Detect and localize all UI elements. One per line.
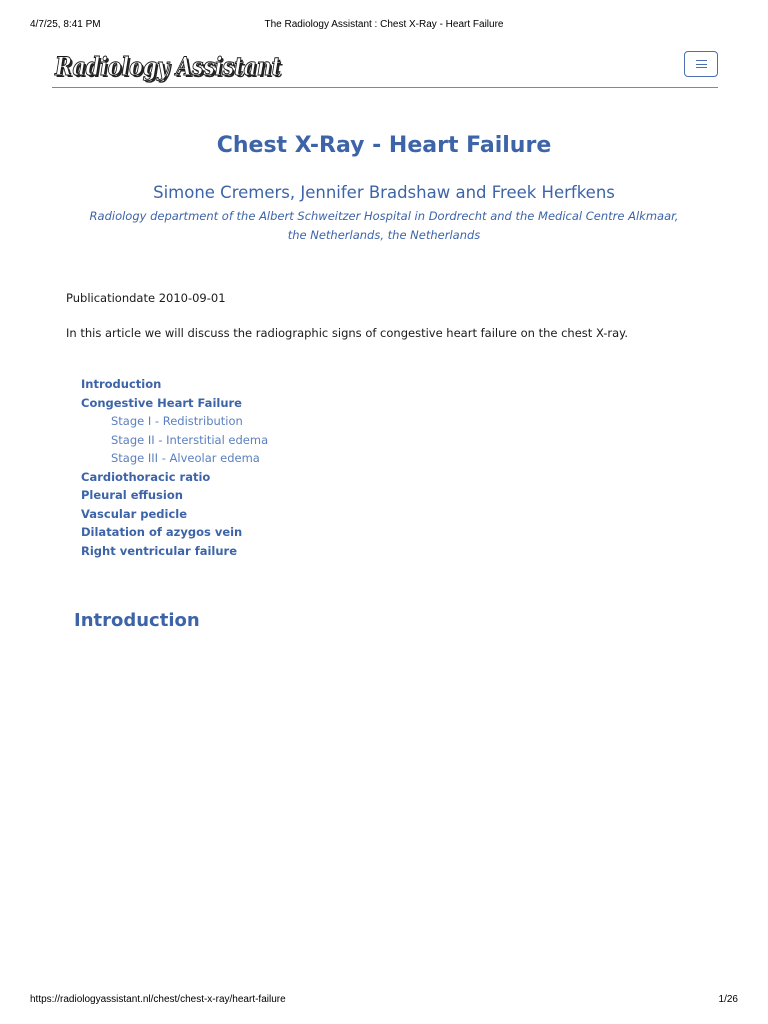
- print-footer: [0, 994, 768, 1008]
- toc-subitem-stage-3: [81, 449, 268, 468]
- toc-item-cardiothoracic-ratio: [81, 468, 268, 487]
- article-affiliation: Radiology department of the Albert Schweitzer Hospital in Dordrecht and the Medical Centre Alkmaar, the Netherlands, the Netherlands: [89, 209, 679, 242]
- toc-subitem-stage-2: [81, 431, 268, 450]
- site-header: [52, 46, 718, 88]
- print-page-title: The Radiology Assistant : Chest X-Ray - Heart Failure: [264, 19, 504, 30]
- toc-subitem-stage-1: [81, 412, 268, 431]
- hamburger-menu-icon: [696, 60, 707, 68]
- toc-item-vascular-pedicle: [81, 505, 268, 524]
- intro-paragraph: In this article we will discuss the radiographic signs of congestive heart failure on the chest X-ray.: [66, 326, 628, 340]
- toc-item-right-ventricular-failure: [81, 542, 268, 561]
- toc-link[interactable]: Vascular pedicle: [81, 506, 188, 521]
- logo-wordmark: [52, 48, 292, 86]
- toc-link[interactable]: Stage II - Interstitial edema: [111, 432, 269, 447]
- logo-text: Radiology Assistant: [54, 52, 282, 81]
- article-title: Chest X-Ray - Heart Failure: [216, 133, 552, 158]
- toc-link[interactable]: Dilatation of azygos vein: [81, 525, 243, 539]
- toc-link[interactable]: Cardiothoracic ratio: [81, 469, 211, 484]
- print-header: [0, 19, 768, 33]
- article-authors: Simone Cremers, Jennifer Bradshaw and Freek Herfkens: [153, 183, 615, 202]
- print-datetime: 4/7/25, 8:41 PM: [30, 19, 101, 30]
- toc-item-pleural-effusion: [81, 486, 268, 505]
- toc-item-azygos-vein: [81, 523, 268, 542]
- toc-item-congestive-heart-failure: [81, 394, 268, 413]
- print-page-number: 1/26: [718, 994, 738, 1005]
- section-heading-introduction: Introduction: [74, 610, 200, 631]
- print-url: https://radiologyassistant.nl/chest/chest-x-ray/heart-failure: [30, 994, 286, 1005]
- toc-link[interactable]: Stage I - Redistribution: [111, 414, 243, 428]
- toc-link[interactable]: Congestive Heart Failure: [81, 395, 242, 410]
- toc-link[interactable]: Right ventricular failure: [81, 543, 237, 558]
- logo-text-shadow: Radiology Assistant: [56, 54, 284, 83]
- toc-link[interactable]: Stage III - Alveolar edema: [111, 451, 260, 465]
- toc-item-introduction: [81, 375, 268, 394]
- table-of-contents: [81, 375, 268, 560]
- toc-link[interactable]: Introduction: [81, 377, 162, 391]
- toc-link[interactable]: Pleural effusion: [81, 488, 183, 502]
- menu-button[interactable]: [684, 51, 718, 77]
- publication-date: Publicationdate 2010-09-01: [66, 291, 226, 305]
- site-logo[interactable]: [52, 48, 292, 86]
